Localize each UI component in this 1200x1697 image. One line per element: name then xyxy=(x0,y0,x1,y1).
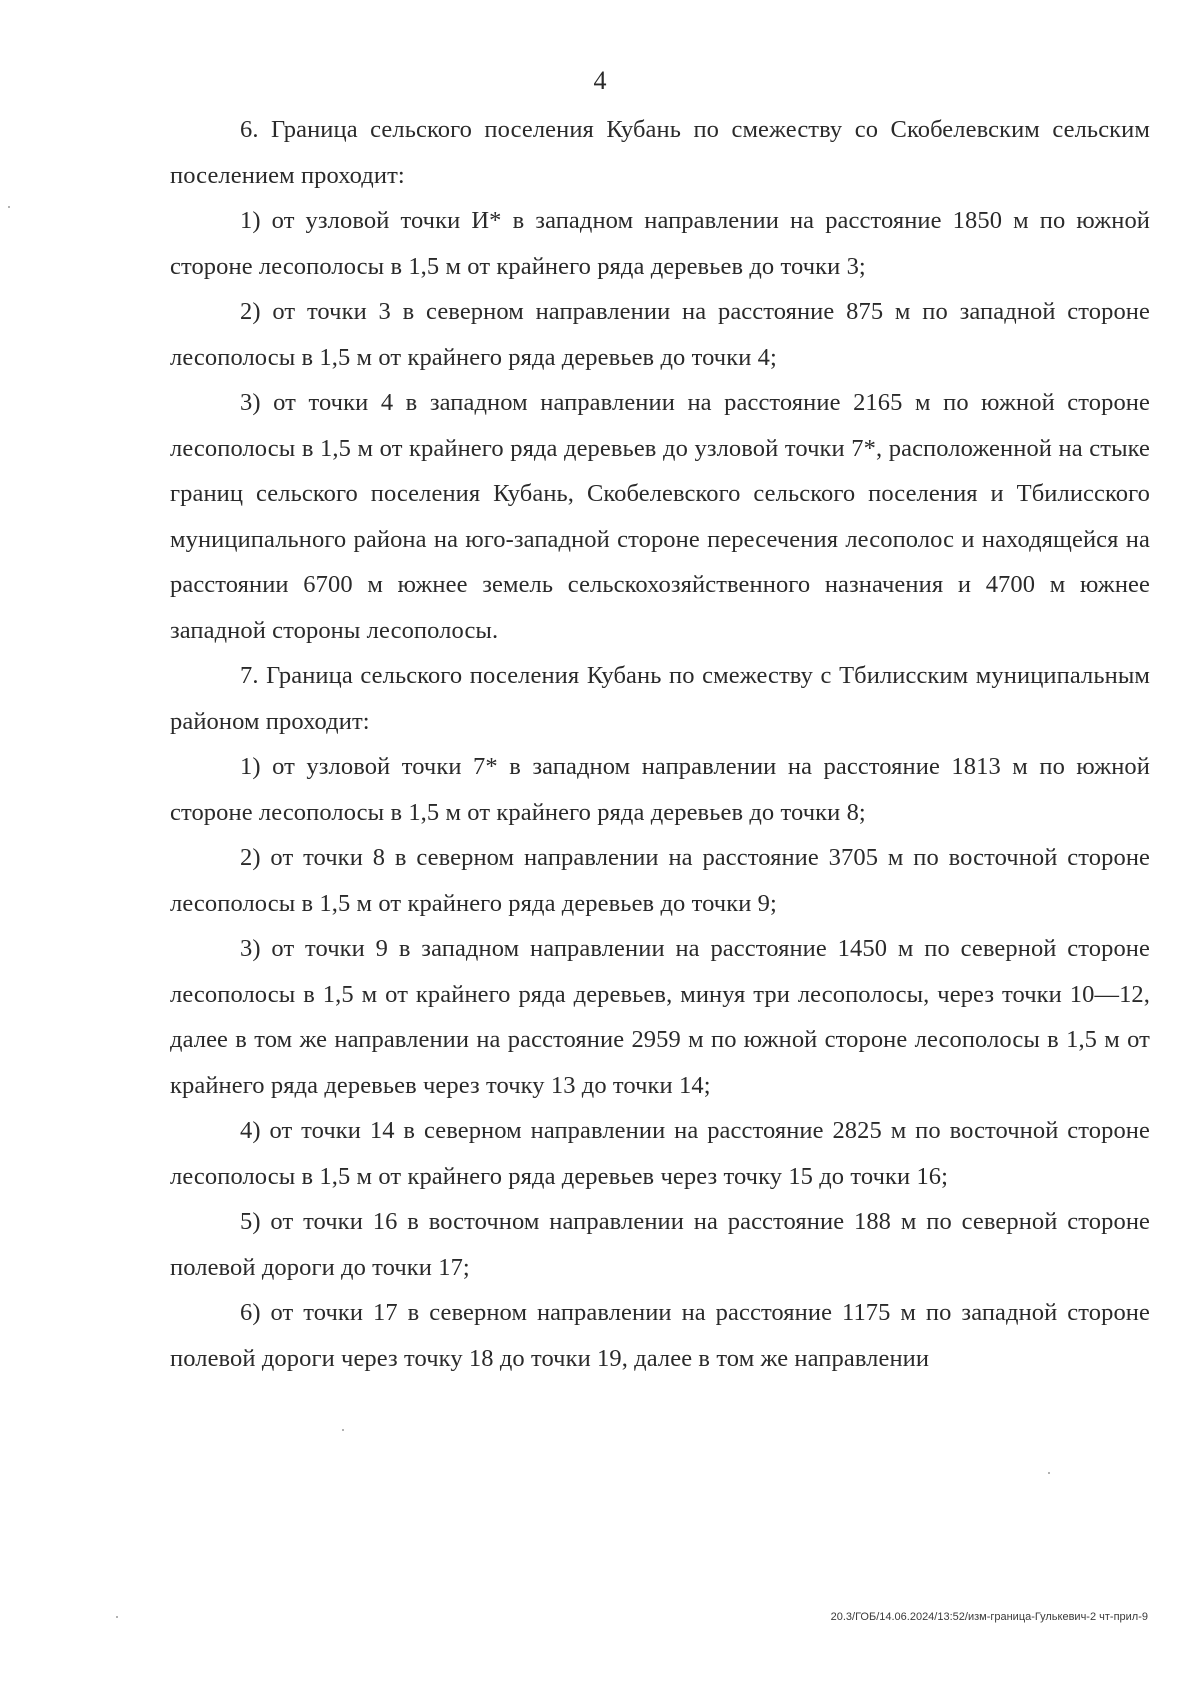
section-7-item-3: 3) от точки 9 в западном направлении на расстояние 1450 м по северной стороне лесополосы в 1,5 м от крайнего ряда деревьев, минуя три лесополосы, через точки 10—12, далее в том же направлении на расстояние 2959 м по южной стороне лесополосы в 1,5 м от крайнего ряда деревьев через точку 13 до точки 14; xyxy=(170,935,1150,1099)
section-7-item-2: 2) от точки 8 в северном направлении на расстояние 3705 м по восточной стороне лесополосы в 1,5 м от крайнего ряда деревьев до точки 9; xyxy=(170,844,1150,917)
scan-speck xyxy=(1048,1472,1050,1474)
scan-speck xyxy=(342,1429,344,1431)
section-7-heading: 7. Граница сельского поселения Кубань по смежеству с Тбилисским муниципальным районом проходит: xyxy=(170,662,1150,735)
section-7-item-1: 1) от узловой точки 7* в западном направлении на расстояние 1813 м по южной стороне лесополосы в 1,5 м от крайнего ряда деревьев до точки 8; xyxy=(170,753,1150,826)
section-7-item-6: 6) от точки 17 в северном направлении на расстояние 1175 м по западной стороне полевой дороги через точку 18 до точки 19, далее в том же направлении xyxy=(170,1299,1150,1372)
document-footer-code: 20.3/ГОБ/14.06.2024/13:52/изм-граница-Гулькевич-2 чт-прил-9 xyxy=(830,1611,1148,1623)
section-6-item-1: 1) от узловой точки И* в западном направлении на расстояние 1850 м по южной стороне лесополосы в 1,5 м от крайнего ряда деревьев до точки 3; xyxy=(170,207,1150,280)
section-7-item-5: 5) от точки 16 в восточном направлении на расстояние 188 м по северной стороне полевой дороги до точки 17; xyxy=(170,1208,1150,1281)
scan-speck xyxy=(8,206,10,208)
document-body xyxy=(170,107,1150,1381)
section-7-item-4: 4) от точки 14 в северном направлении на расстояние 2825 м по восточной стороне лесополосы в 1,5 м от крайнего ряда деревьев через точку 15 до точки 16; xyxy=(170,1117,1150,1190)
scan-speck xyxy=(116,1616,118,1618)
section-6-item-3: 3) от точки 4 в западном направлении на расстояние 2165 м по южной стороне лесополосы в 1,5 м от крайнего ряда деревьев до узловой точки 7*, расположенной на стыке границ сельского поселения Кубань, Скобелевского сельского поселения и Тбилисского муниципального района на юго-западной стороне пересечения лесополос и находящейся на расстоянии 6700 м южнее земель сельскохозяйственного назначения и 4700 м южнее западной стороны лесополосы. xyxy=(170,389,1150,644)
section-6-heading: 6. Граница сельского поселения Кубань по смежеству со Скобелевским сельским поселением проходит: xyxy=(170,116,1150,189)
page-number: 4 xyxy=(593,66,607,95)
section-6-item-2: 2) от точки 3 в северном направлении на расстояние 875 м по западной стороне лесополосы в 1,5 м от крайнего ряда деревьев до точки 4; xyxy=(170,298,1150,371)
